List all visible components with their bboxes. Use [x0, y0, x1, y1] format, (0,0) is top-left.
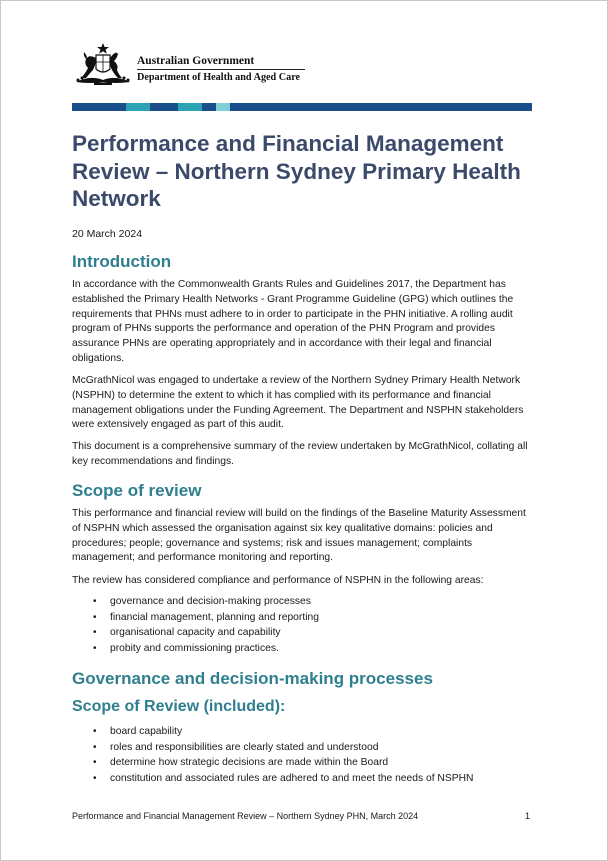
list-item	[93, 625, 533, 641]
header-rule	[137, 69, 305, 70]
department-name: Department of Health and Aged Care	[137, 72, 301, 83]
bullet-glyph: •	[93, 757, 97, 769]
list-item	[93, 594, 533, 610]
list-item-text: roles and responsibilities are clearly stated and understood	[110, 741, 379, 753]
page-number: 1	[525, 811, 531, 821]
list-item-text: financial management, planning and reporting	[110, 611, 319, 623]
bar-segment	[178, 103, 202, 111]
governance-subheading: Scope of Review (included):	[72, 698, 286, 715]
bar-segment	[72, 103, 126, 111]
scope-heading: Scope of review	[72, 481, 202, 500]
list-item-text: board capability	[110, 726, 183, 737]
scope-bullet-list	[93, 594, 533, 656]
intro-paragraph-2: McGrathNicol was engaged to undertake a review of the Northern Sydney Primary Health Network (NSPHN) to determine the extent to which it has complied with its performance and financial management obligations under the Funding Agreement. The Department and NSPHN stakeholders were extensively engaged as part of this audit.	[72, 375, 524, 431]
bar-segment	[150, 103, 178, 111]
coat-of-arms-icon	[72, 42, 134, 86]
footer-text: Performance and Financial Management Review – Northern Sydney PHN, March 2024	[72, 811, 419, 821]
list-item	[93, 641, 533, 657]
governance-bullet-list	[93, 724, 533, 786]
intro-paragraph-1: In accordance with the Commonwealth Grants Rules and Guidelines 2017, the Department has established the Primary Health Networks - Grant Programme Guideline (GPG) which outlines the requirements that PHNs must adhere to in order to participate in the PHN initiative. A rolling audit program of PHNs supports the performance and operation of the PHN Program and provides assurance PHNs are operating appropriately and in accordance with their legal and financial obligations.	[72, 279, 514, 364]
bar-segment	[216, 103, 230, 111]
bullet-glyph: •	[93, 596, 97, 607]
introduction-heading: Introduction	[72, 252, 172, 271]
list-item	[93, 740, 533, 756]
intro-paragraph-3: This document is a comprehensive summary of the review undertaken by McGrathNicol, collating all key recommendations and findings.	[72, 441, 528, 467]
list-item	[93, 771, 533, 787]
list-item-text: governance and decision-making processes	[110, 596, 311, 607]
bullet-glyph: •	[93, 772, 97, 784]
bullet-glyph: •	[93, 642, 97, 654]
list-item-text: determine how strategic decisions are made within the Board	[110, 757, 389, 769]
bullet-glyph: •	[93, 627, 97, 639]
bullet-glyph: •	[93, 611, 97, 623]
list-item-text: constitution and associated rules are adhered to and meet the needs of NSPHN	[110, 772, 474, 784]
government-name: Australian Government	[137, 55, 255, 67]
scope-paragraph-2: The review has considered compliance and performance of NSPHN in the following areas:	[72, 575, 484, 586]
bullet-glyph: •	[93, 726, 97, 737]
bar-segment	[202, 103, 216, 111]
list-item	[93, 724, 533, 740]
page-title: Performance and Financial Management Review – Northern Sydney Primary Health Network	[72, 131, 521, 211]
bullet-glyph: •	[93, 741, 97, 753]
governance-heading: Governance and decision-making processes	[72, 669, 433, 688]
header-colour-bar	[72, 103, 532, 111]
bar-segment	[126, 103, 150, 111]
scope-paragraph-1: This performance and financial review will build on the findings of the Baseline Maturity Assessment of NSPHN which assessed the organisation against six key qualitative domains: policies and procedures; people; governance and systems; risk and issues management; complaints management; and performance monitoring and reporting.	[72, 508, 526, 564]
list-item-text: organisational capacity and capability	[110, 627, 281, 639]
document-date: 20 March 2024	[72, 228, 143, 240]
list-item-text: probity and commissioning practices.	[110, 642, 279, 654]
list-item	[93, 610, 533, 626]
list-item	[93, 755, 533, 771]
bar-segment	[230, 103, 532, 111]
